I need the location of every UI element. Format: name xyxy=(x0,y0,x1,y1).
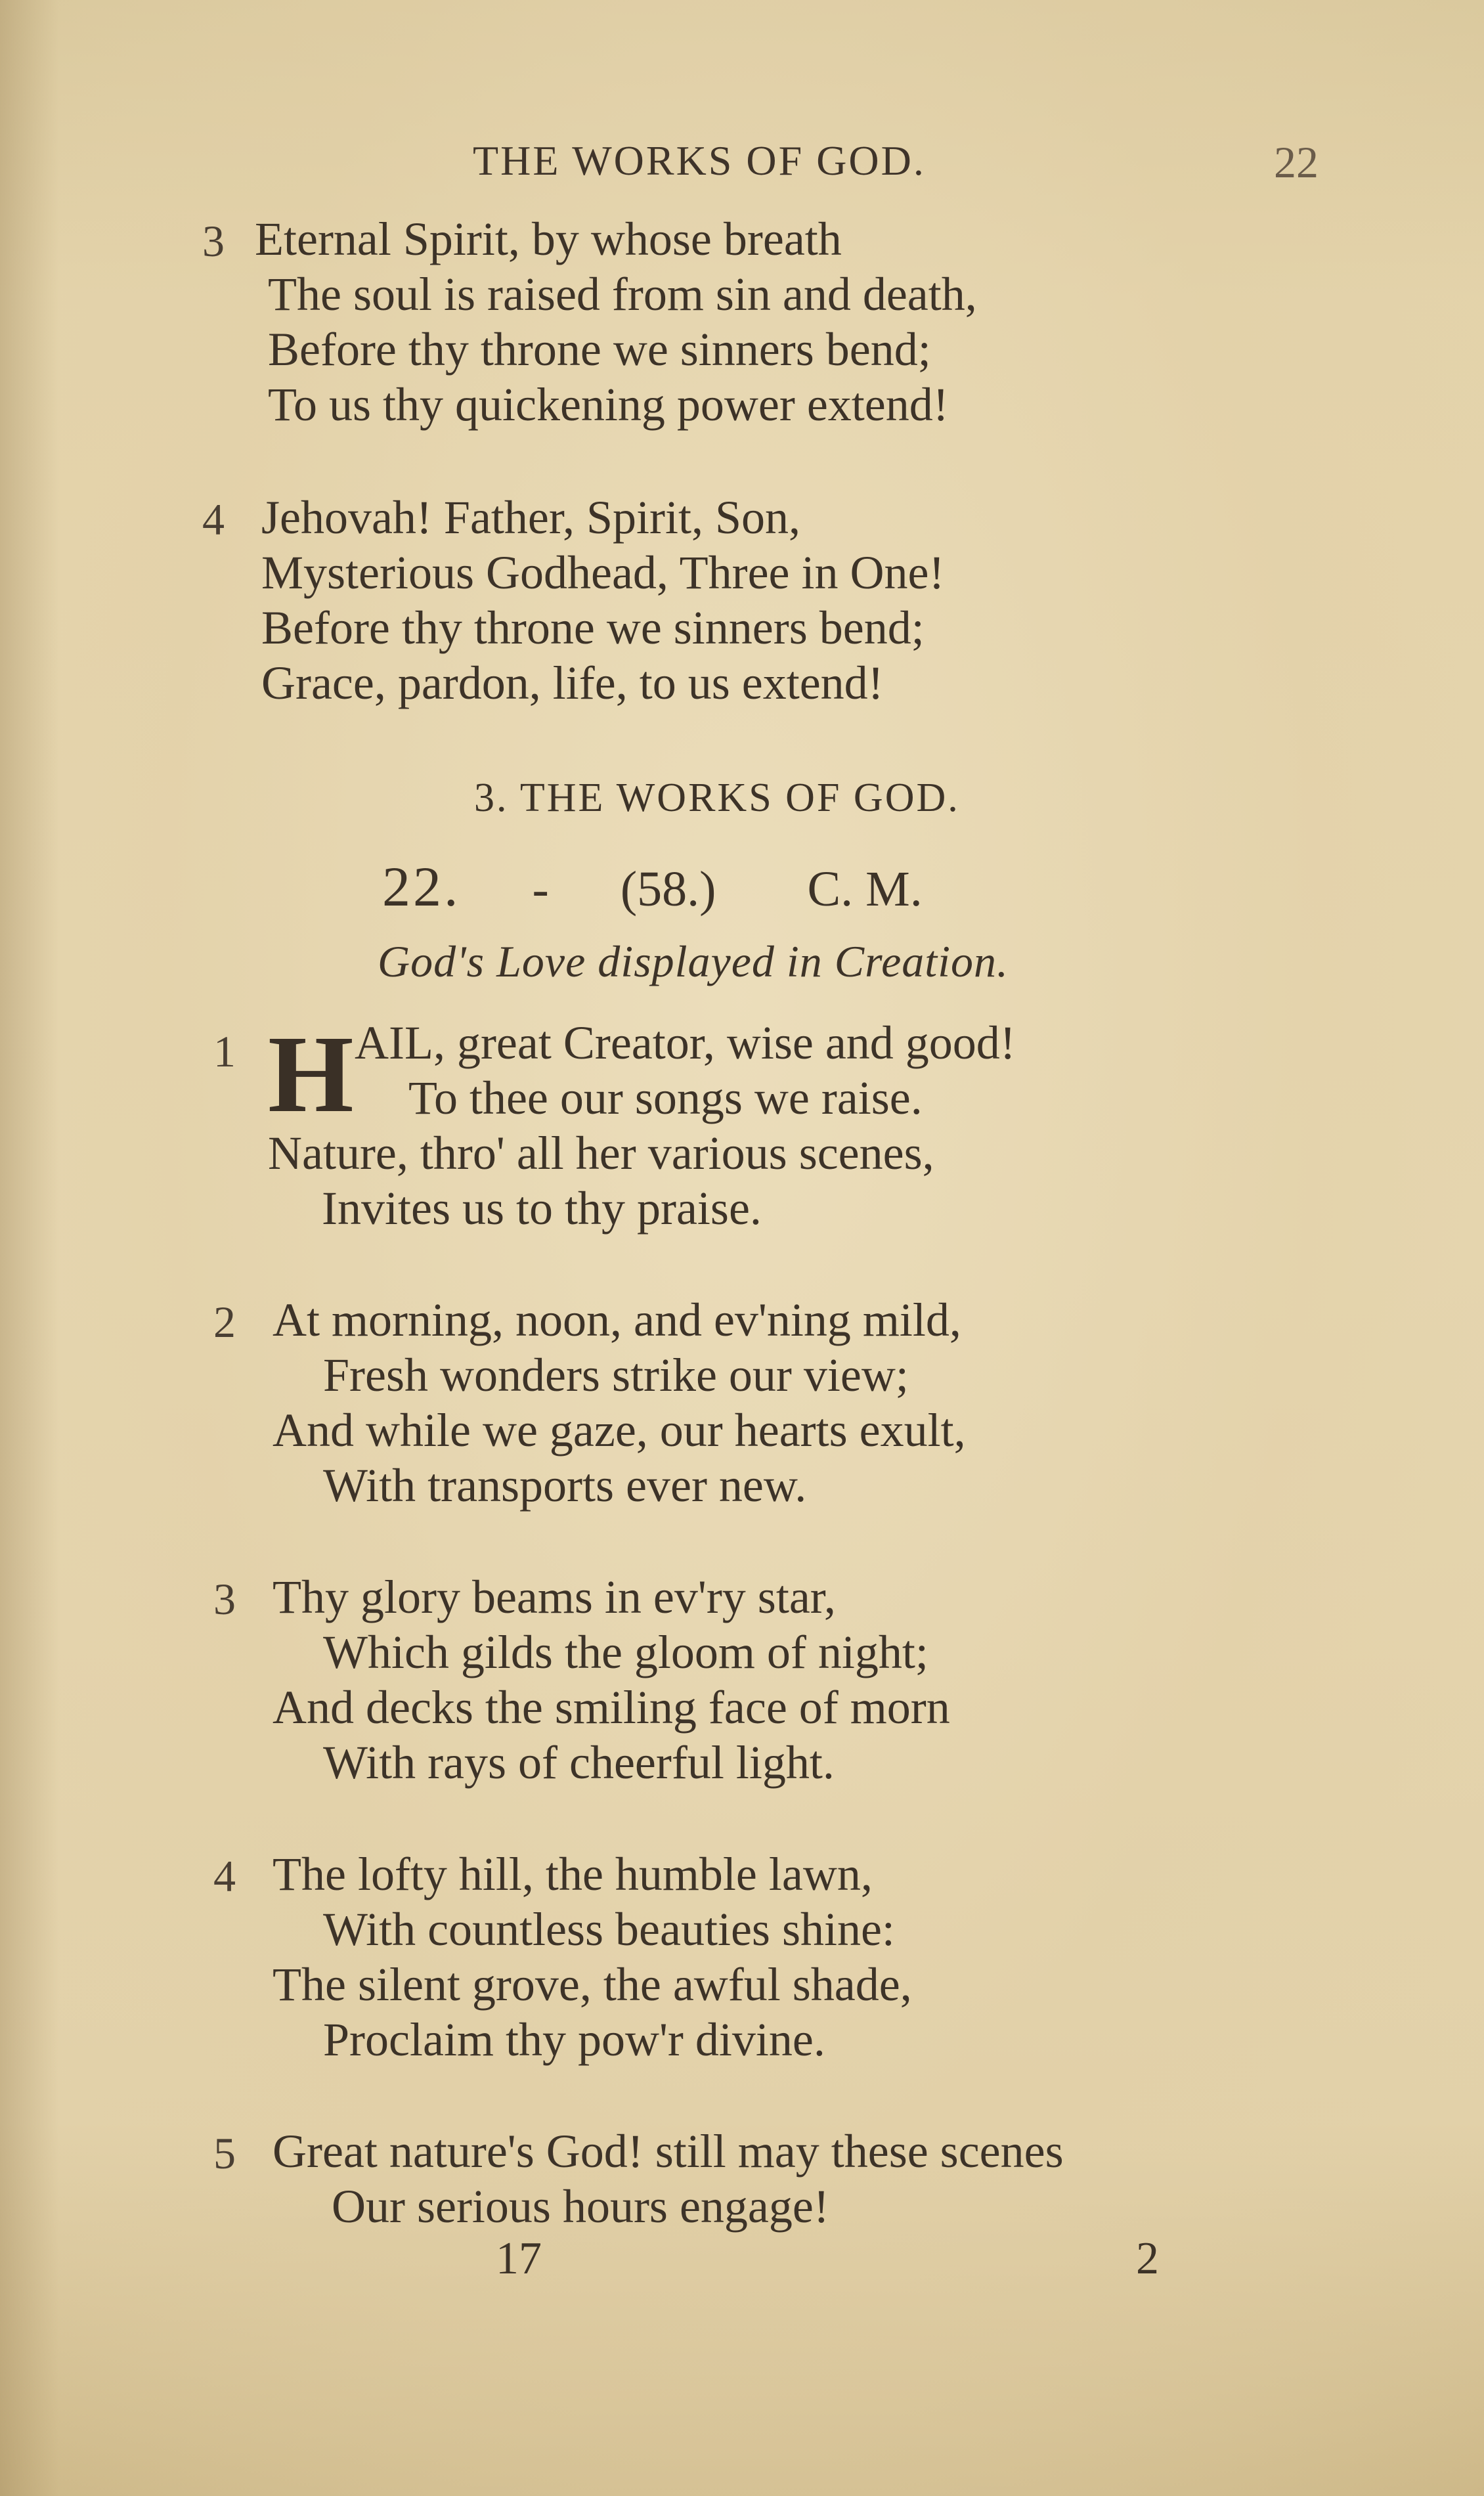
stanza-number: 4 xyxy=(213,1851,236,1901)
stanza-number: 4 xyxy=(202,494,225,544)
verse-line: Thy glory beams in ev'ry star, xyxy=(273,1571,836,1623)
running-head: THE WORKS OF GOD. xyxy=(473,137,926,184)
verse-line: Before thy throne we sinners bend; xyxy=(268,323,931,376)
verse-line: Nature, thro' all her various scenes, xyxy=(268,1127,934,1179)
page-gutter-shadow xyxy=(0,0,59,2496)
verse-line: To us thy quickening power extend! xyxy=(268,378,949,431)
hymn-header xyxy=(382,854,923,919)
stanza-number: 2 xyxy=(213,1297,236,1347)
verse-line: The soul is raised from sin and death, xyxy=(268,268,977,320)
drop-cap: H xyxy=(268,1013,354,1135)
verse-line: AIL, great Creator, wise and good! xyxy=(355,1017,1016,1069)
hymn-reference: (58.) xyxy=(620,862,716,917)
verse-line: With transports ever new. xyxy=(323,1459,807,1512)
section-title: 3. THE WORKS OF GOD. xyxy=(474,776,960,820)
verse-line: To thee our songs we raise. xyxy=(408,1072,923,1124)
page-number: 22 xyxy=(1274,137,1319,187)
verse-line: Which gilds the gloom of night; xyxy=(323,1626,928,1678)
stanza-number: 5 xyxy=(213,2128,236,2178)
hymn-separator: - xyxy=(532,862,549,917)
hymn-meter: C. M. xyxy=(807,862,923,917)
verse-line: Mysterious Godhead, Three in One! xyxy=(261,546,945,599)
verse-line: At morning, noon, and ev'ning mild, xyxy=(273,1294,961,1346)
verse-line: The silent grove, the awful shade, xyxy=(273,1958,912,2011)
stanza-number: 3 xyxy=(202,216,225,266)
verse-line: Eternal Spirit, by whose breath xyxy=(255,213,842,265)
verse-line: The lofty hill, the humble lawn, xyxy=(273,1848,873,1900)
verse-line: With countless beauties shine: xyxy=(323,1903,895,1956)
verse-line: Great nature's God! still may these scenes xyxy=(273,2125,1064,2178)
verse-line: Invites us to thy praise. xyxy=(322,1182,762,1235)
signature-mark-right: 2 xyxy=(1136,2233,1159,2284)
stanza-number: 1 xyxy=(213,1026,236,1076)
hymn-number: 22. xyxy=(382,855,461,918)
verse-line: Proclaim thy pow'r divine. xyxy=(323,2013,825,2066)
verse-line: With rays of cheerful light. xyxy=(323,1736,835,1789)
verse-line: Grace, pardon, life, to us extend! xyxy=(261,657,884,709)
stanza-number: 3 xyxy=(213,1574,236,1624)
signature-mark-left: 17 xyxy=(496,2233,542,2284)
verse-line: Before thy throne we sinners bend; xyxy=(261,602,925,654)
hymn-subtitle: God's Love displayed in Creation. xyxy=(378,936,1009,986)
verse-line: Jehovah! Father, Spirit, Son, xyxy=(261,491,801,544)
verse-line: And while we gaze, our hearts exult, xyxy=(273,1404,966,1456)
verse-line: Fresh wonders strike our view; xyxy=(323,1349,909,1401)
verse-line: Our serious hours engage! xyxy=(332,2180,829,2233)
verse-line: And decks the smiling face of morn xyxy=(273,1681,950,1734)
